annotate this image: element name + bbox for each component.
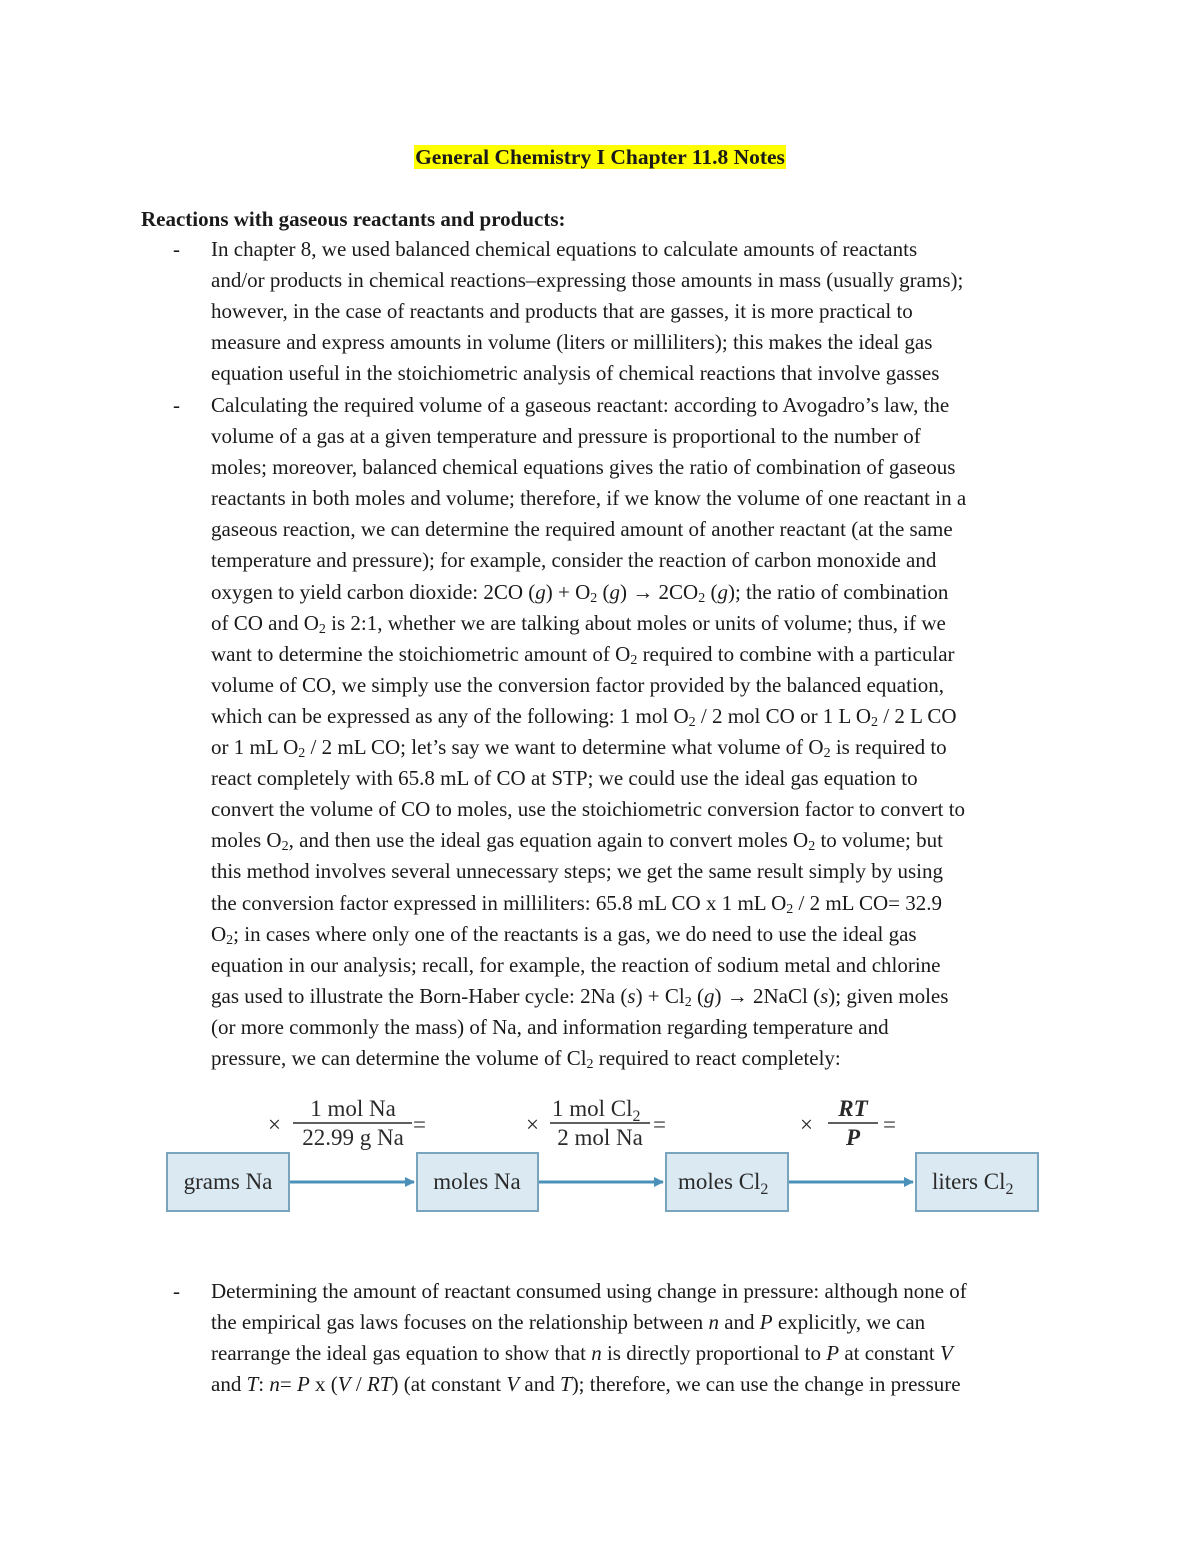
times-sign: × <box>268 1112 281 1137</box>
factor-denominator: P <box>845 1125 861 1150</box>
text-line: In chapter 8, we used balanced chemical equations to calculate amounts of reactants <box>211 237 918 261</box>
factor-numerator: RT <box>838 1096 868 1121</box>
text-line: volume of CO, we simply use the conversion factor provided by the balanced equation, <box>211 672 945 697</box>
text-line: Calculating the required volume of a gaseous reactant: according to Avogadro’s law, the <box>211 393 950 417</box>
text-line: moles $O_2$, and then use the ideal gas equation again to convert moles $O_2$ to volume; but <box>211 828 943 855</box>
text-line: rearrange the ideal gas equation to show that n is directly proportional to P at constant V <box>211 1341 953 1366</box>
box-label: moles $Cl_2$ <box>678 1169 769 1198</box>
factor-denominator: 22.99 g Na <box>302 1125 404 1150</box>
page-title <box>0 143 1200 171</box>
factor-denominator: 2 mol Na <box>557 1125 643 1150</box>
box-label: grams Na <box>183 1169 273 1194</box>
text-line: or 1 mL $O_2 / 2$ mL CO; let’s say we want to determine what volume of $O_2$ is required to <box>211 735 947 762</box>
equals-sign: = <box>413 1112 426 1137</box>
equals-sign: = <box>883 1112 896 1137</box>
text-line: react completely with 65.8 mL of CO at STP; we could use the ideal gas equation to <box>211 766 918 791</box>
times-sign: × <box>800 1112 813 1137</box>
conversion-factor <box>268 1096 426 1150</box>
text-line: pressure, we can determine the volume of $Cl_2$ required to react completely: <box>211 1045 841 1072</box>
text-line: which can be expressed as any of the following: 1 mol $O_2 / 2$ mol CO or 1 L $O_2 / 2$ L CO <box>211 703 957 730</box>
section-heading: Reactions with gaseous reactants and products: <box>141 207 566 231</box>
box-label: liters $Cl_2$ <box>932 1169 1014 1198</box>
text-line: convert the volume of CO to moles, use the stoichiometric conversion factor to convert to <box>211 797 966 822</box>
text-line: want to determine the stoichiometric amount of $O_2$ required to combine with a particular <box>211 641 955 668</box>
text-line: equation in our analysis; recall, for example, the reaction of sodium metal and chlorine <box>211 952 941 977</box>
text-line: moles; moreover, balanced chemical equations gives the ratio of combination of gaseous <box>211 455 956 480</box>
unit-box <box>916 1153 1038 1211</box>
text-line: gaseous reaction, we can determine the required amount of another reactant (at the same <box>211 517 953 542</box>
text-line: volume of a gas at a given temperature and pressure is proportional to the number of <box>211 424 921 449</box>
bullet-text <box>211 234 1071 389</box>
text-line: of CO and $O_2$ is 2:1, whether we are talking about moles or units of volume; thus, if we <box>211 610 946 637</box>
text-line: and/or products in chemical reactions–expressing those amounts in mass (usually grams); <box>211 268 964 293</box>
text-line: the empirical gas laws focuses on the relationship between n and P explicitly, we can <box>211 1310 926 1335</box>
bullet-text <box>211 1276 1071 1400</box>
text-line: however, in the case of reactants and products that are gasses, it is more practical to <box>211 299 913 324</box>
bullet-marker: - <box>173 393 180 417</box>
times-sign: × <box>526 1112 539 1137</box>
conversion-factor <box>526 1096 666 1150</box>
text-line: measure and express amounts in volume (liters or milliliters); this makes the ideal gas <box>211 330 933 355</box>
text-line: $O_2$; in cases where only one of the reactants is a gas, we do need to use the ideal gas <box>211 921 917 948</box>
text-line: gas used to illustrate the Born-Haber cycle: 2Na $(s) + Cl_2$ (g) → 2NaCl (s); given moles <box>211 983 949 1010</box>
bullet-item <box>141 390 1071 1074</box>
text-line: temperature and pressure); for example, consider the reaction of carbon monoxide and <box>211 548 937 573</box>
bullet-marker: - <box>173 237 180 261</box>
highlighted-title: General Chemistry I Chapter 11.8 Notes <box>415 145 785 169</box>
text-line: and T: n= P x (V / RT) (at constant V and T); therefore, we can use the change in pressure <box>211 1372 961 1397</box>
bullet-item <box>141 234 1071 389</box>
factor-numerator: 1 mol $Cl_2$ <box>552 1096 641 1125</box>
text-line: Determining the amount of reactant consumed using change in pressure: although none of <box>211 1279 967 1303</box>
conversion-flow-diagram <box>160 1090 1050 1222</box>
unit-box <box>417 1153 538 1211</box>
bullet-item <box>141 1276 1071 1400</box>
text-line: oxygen to yield carbon dioxide: 2CO $(g) + O_2$ $(g) \to 2CO_2$ (g); the ratio of combination <box>211 579 949 606</box>
factor-numerator: 1 mol Na <box>310 1096 396 1121</box>
equals-sign: = <box>653 1112 666 1137</box>
conversion-factor <box>800 1096 896 1150</box>
text-line: reactants in both moles and volume; therefore, if we know the volume of one reactant in a <box>211 486 967 511</box>
bullet-text <box>211 390 1071 1074</box>
bullet-marker: - <box>173 1279 180 1303</box>
box-label: moles Na <box>433 1169 521 1194</box>
text-line: the conversion factor expressed in milliliters: 65.8 mL CO x 1 mL $O_2 / 2$ mL CO= 32.9 <box>211 890 942 917</box>
unit-box <box>167 1153 289 1211</box>
text-line: this method involves several unnecessary steps; we get the same result simply by using <box>211 859 943 884</box>
text-line: equation useful in the stoichiometric analysis of chemical reactions that involve gasses <box>211 361 940 386</box>
unit-box <box>666 1153 788 1211</box>
text-line: (or more commonly the mass) of Na, and information regarding temperature and <box>211 1014 889 1039</box>
